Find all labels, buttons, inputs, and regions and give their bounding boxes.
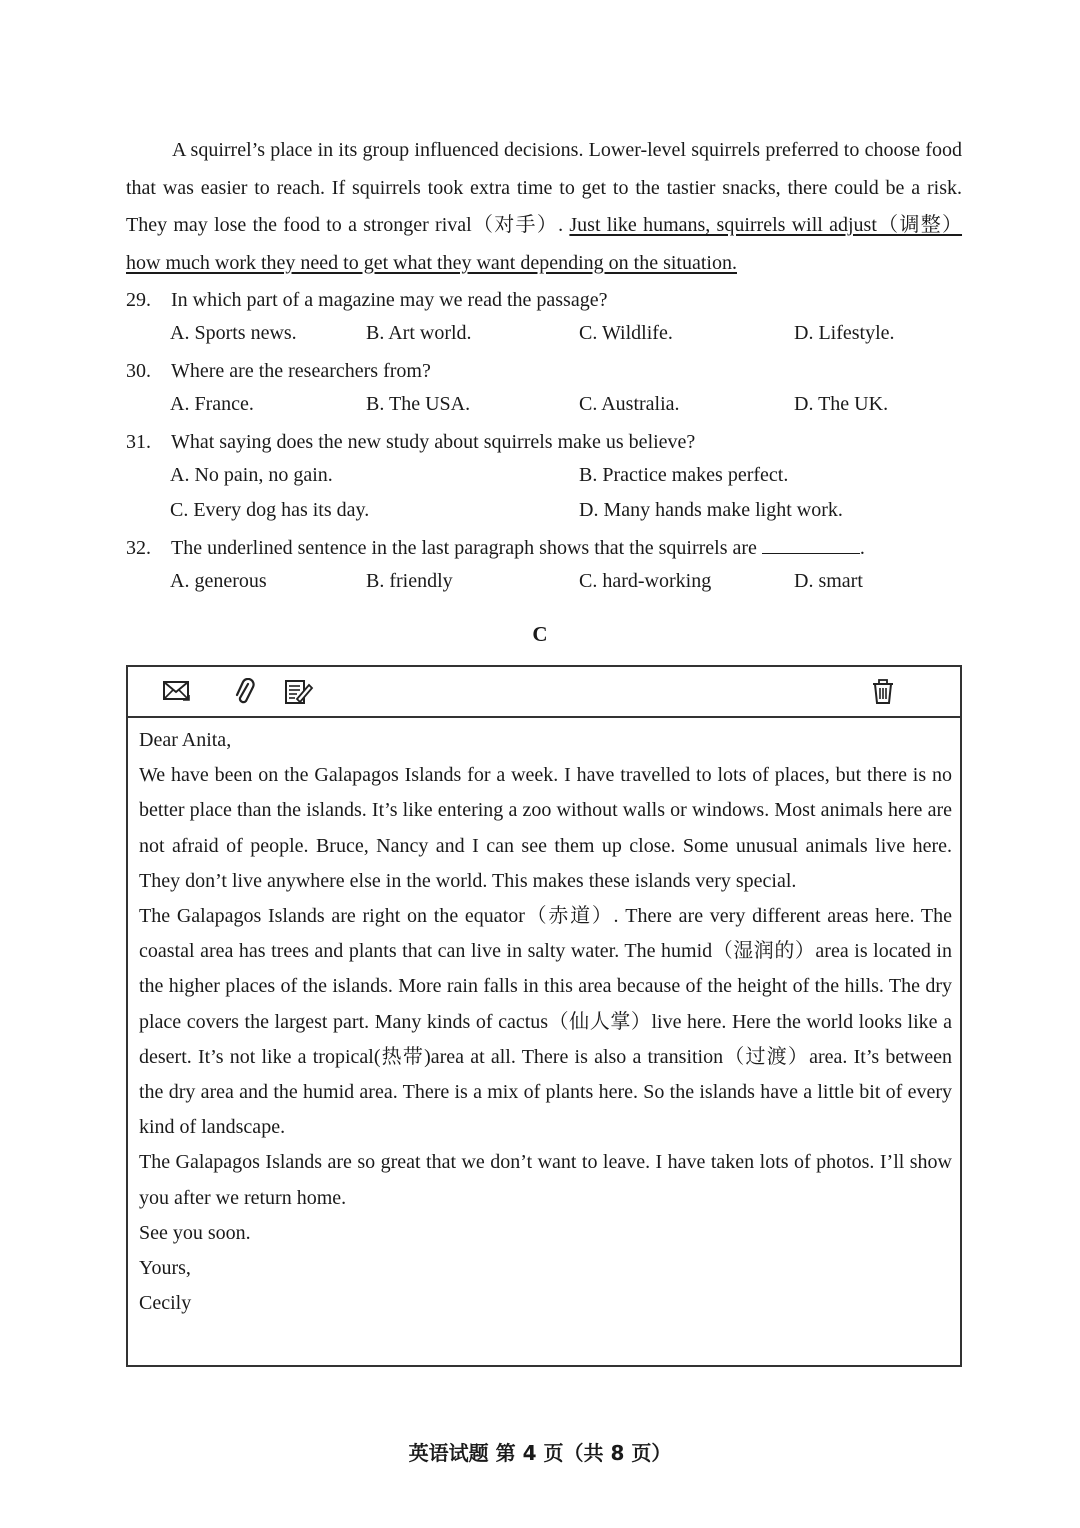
email-signature: Cecily (139, 1292, 192, 1315)
email-greeting: Dear Anita, (139, 729, 232, 751)
option-d: D. smart (794, 570, 863, 592)
trash-icon (870, 678, 900, 706)
question-text: Where are the researchers from? (171, 360, 431, 382)
paperclip-icon (232, 678, 262, 706)
option-c: C. Every dog has its day. (170, 499, 370, 521)
question-number: 32. (126, 537, 151, 559)
passage-paragraph (126, 132, 962, 282)
option-d: D. The UK. (794, 393, 889, 415)
email-closing: See you soon. (139, 1221, 251, 1244)
question-text-main: The underlined sentence in the last paragraph shows that the squirrels are (171, 537, 757, 559)
option-a: A. France. (170, 393, 254, 415)
email-signoff: Yours, (139, 1257, 191, 1280)
option-d: D. Lifestyle. (794, 322, 895, 344)
question-number: 29. (126, 289, 151, 311)
question-text-end: . (859, 537, 865, 559)
option-b: B. The USA. (366, 393, 471, 415)
question-text: In which part of a magazine may we read the passage? (171, 289, 608, 311)
option-b: B. Art world. (366, 322, 472, 344)
page-footer: 英语试题 第 4 页（共 8 页） (408, 1441, 672, 1465)
section-label: C (532, 622, 548, 646)
option-c: C. Australia. (579, 393, 680, 415)
option-d: D. Many hands make light work. (579, 499, 843, 521)
email-body (139, 723, 952, 1321)
envelope-icon (162, 678, 192, 706)
question-text (171, 533, 865, 563)
edit-icon (284, 678, 314, 706)
email-paragraph-2: The Galapagos Islands are right on the equator（赤道）. There are very different areas here. The coastal area has trees and plants that can live in salty water. The humid（湿润的）area is located in the higher places of the islands. More rain falls in this area because of the height of the hills. The dry place covers the largest part. Many kinds of cactus（仙人掌）live here. Here the world looks like a desert. It’s not like a tropical(热带)area at all. There is also a transition（过渡）area. It’s between the dry area and the humid area. There is a mix of plants here. So the islands have a little bit of every kind of landscape. (139, 905, 952, 1139)
email-paragraph-1: We have been on the Galapagos Islands for a week. I have travelled to lots of places, but there is no better place than the islands. It’s like entering a zoo without walls or windows. Most animals here are not afraid of people. Bruce, Nancy and I can see them up close. Some unusual animals live here. They don’t live anywhere else in the world. This makes these islands very special. (139, 764, 952, 892)
option-a: A. No pain, no gain. (170, 464, 333, 486)
email-toolbar (128, 667, 960, 718)
email-paragraph-3: The Galapagos Islands are so great that we don’t want to leave. I have taken lots of photos. I’ll show you after we return home. (139, 1151, 952, 1209)
question-text: What saying does the new study about squirrels make us believe? (171, 431, 696, 453)
answer-blank (762, 535, 860, 554)
question-number: 31. (126, 431, 151, 453)
option-a: A. generous (170, 570, 267, 592)
underlined-sentence: Just like humans, squirrels will adjust（调整）how much work they need to get what they want depending on the situation. (126, 214, 963, 274)
question-number: 30. (126, 360, 151, 382)
passage-text: A squirrel’s place in its group influenced decisions. Lower-level squirrels preferred to choose food that was easier to reach. If squirrels took extra time to get to the tastier snacks, there could be a risk. They may lose the food to a stronger rival（对手）. (126, 139, 962, 236)
option-a: A. Sports news. (170, 322, 297, 344)
option-c: C. hard-working (579, 570, 712, 592)
option-c: C. Wildlife. (579, 322, 673, 344)
option-b: B. Practice makes perfect. (579, 464, 789, 486)
option-b: B. friendly (366, 570, 453, 592)
email-box (126, 665, 962, 1367)
